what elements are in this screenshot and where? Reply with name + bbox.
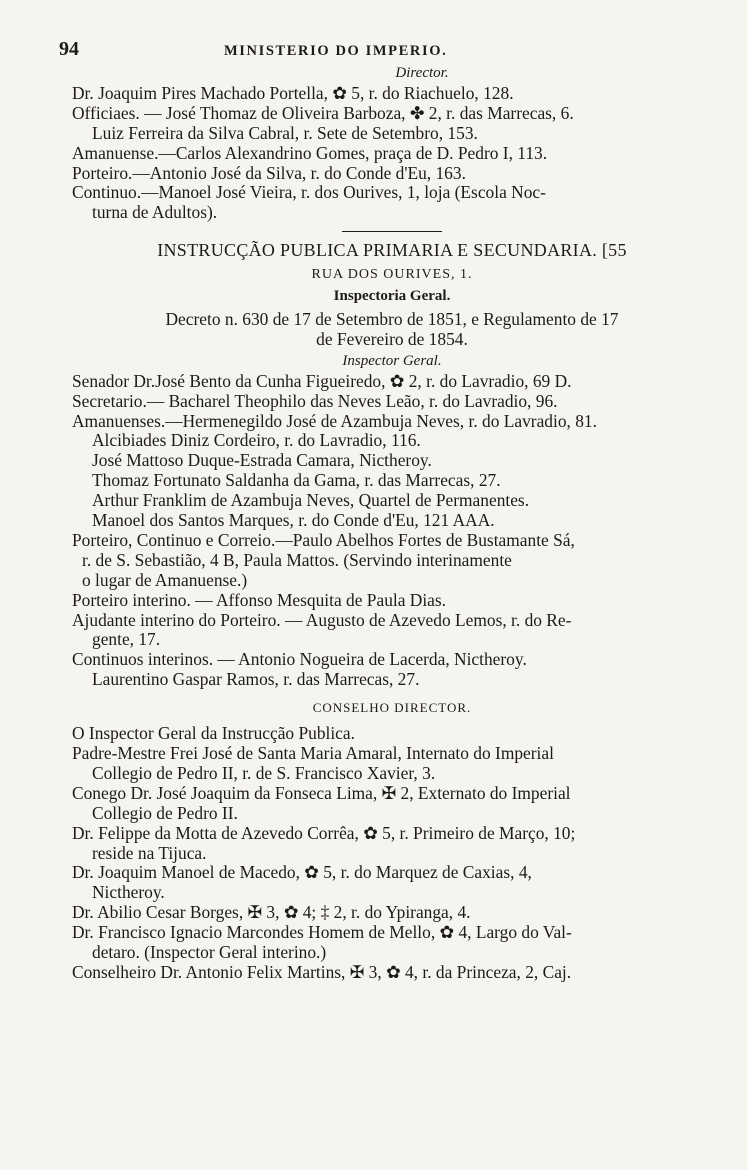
entry-secretario: Secretario.— Bacharel Theophilo das Neves Leão, r. do Lavradio, 96. <box>72 390 558 411</box>
entry-conego-continued: Collegio de Pedro II. <box>92 802 238 823</box>
entry-porteiro-interino: Porteiro interino. — Affonso Mesquita de Paula Dias. <box>72 589 447 610</box>
inspector-heading: Inspector Geral. <box>342 352 442 369</box>
entry-porteiro-continuo-correio: Porteiro, Continuo e Correio.—Paulo Abelhos Fortes de Bustamante Sá, <box>72 529 575 550</box>
entry-officiaes-continued: Luiz Ferreira da Silva Cabral, r. Sete de Setembro, 153. <box>92 122 478 143</box>
running-title: MINISTERIO DO IMPERIO. <box>224 43 448 59</box>
page-number: 94 <box>59 38 79 60</box>
entry-porteiro-continued-1: r. de S. Sebastião, 4 B, Paula Mattos. (Servindo interinamente <box>82 549 512 570</box>
entry-continuo-continued: turna de Adultos). <box>92 202 218 223</box>
conselho-heading: CONSELHO DIRECTOR. <box>312 700 472 716</box>
entry-francisco-continued: detaro. (Inspector Geral interino.) <box>92 942 327 963</box>
entry-amanuense-manoel: Manoel dos Santos Marques, r. do Conde d'Eu, 121 AAA. <box>92 510 495 531</box>
entry-director: Dr. Joaquim Pires Machado Portella, ✿ 5, r. do Riachuelo, 128. <box>72 82 514 103</box>
entry-inspector-geral: O Inspector Geral da Instrucção Publica. <box>72 723 355 744</box>
entry-senador: Senador Dr.José Bento da Cunha Figueiredo, ✿ 2, r. do Lavradio, 69 D. <box>72 370 572 391</box>
section-title-instruccao: INSTRUCÇÃO PUBLICA PRIMARIA E SECUNDARIA. [55 <box>157 240 627 261</box>
entry-amanuense-arthur: Arthur Franklim de Azambuja Neves, Quartel de Permanentes. <box>92 490 530 511</box>
director-heading: Director. <box>395 65 449 81</box>
divider-rule <box>342 231 442 232</box>
entry-conselheiro: Conselheiro Dr. Antonio Felix Martins, ✠ 3, ✿ 4, r. da Princeza, 2, Caj. <box>72 961 572 982</box>
entry-amanuense: Amanuense.—Carlos Alexandrino Gomes, praça de D. Pedro I, 113. <box>72 142 548 163</box>
entry-ajudante-interino: Ajudante interino do Porteiro. — Augusto de Azevedo Lemos, r. do Re- <box>72 609 572 630</box>
entry-amanuenses: Amanuenses.—Hermenegildo José de Azambuja Neves, r. do Lavradio, 81. <box>72 410 597 431</box>
entry-francisco: Dr. Francisco Ignacio Marcondes Homem de Mello, ✿ 4, Largo do Val- <box>72 922 572 943</box>
entry-continuos-interinos: Continuos interinos. — Antonio Nogueira de Lacerda, Nictheroy. <box>72 649 527 670</box>
decree-line-2: de Fevereiro de 1854. <box>316 328 468 349</box>
entry-padre-mestre: Padre-Mestre Frei José de Santa Maria Amaral, Internato do Imperial <box>72 743 554 763</box>
entry-porteiro-continued-2: o lugar de Amanuense.) <box>82 569 248 590</box>
entry-conego: Conego Dr. José Joaquim da Fonseca Lima, ✠ 2, Externato do Imperial <box>72 782 571 803</box>
entry-felippe: Dr. Felippe da Motta de Azevedo Corrêa, ✿ 5, r. Primeiro de Março, 10; <box>72 822 576 843</box>
entry-porteiro: Porteiro.—Antonio José da Silva, r. do Conde d'Eu, 163. <box>72 162 466 183</box>
entry-felippe-continued: reside na Tijuca. <box>92 842 207 863</box>
entry-continuo: Continuo.—Manoel José Vieira, r. dos Ourives, 1, loja (Escola Noc- <box>72 182 546 203</box>
entry-joaquim-manoel-continued: Nictheroy. <box>92 882 165 903</box>
entry-amanuense-mattoso: José Mattoso Duque-Estrada Camara, Nictheroy. <box>92 450 432 471</box>
inspectoria-heading: Inspectoria Geral. <box>333 288 451 305</box>
entry-officiaes: Officiaes. — José Thomaz de Oliveira Barboza, ✤ 2, r. das Marrecas, 6. <box>72 102 574 123</box>
entry-continuo-laurentino: Laurentino Gaspar Ramos, r. das Marrecas, 27. <box>92 669 420 690</box>
document-page <box>59 38 712 983</box>
entry-abilio: Dr. Abilio Cesar Borges, ✠ 3, ✿ 4; ‡ 2, r. do Ypiranga, 4. <box>72 902 471 923</box>
page-header <box>59 38 712 64</box>
entry-joaquim-manoel: Dr. Joaquim Manoel de Macedo, ✿ 5, r. do Marquez de Caxias, 4, <box>72 862 532 883</box>
section-address: RUA DOS OURIVES, 1. <box>311 267 473 283</box>
entry-amanuense-thomaz: Thomaz Fortunato Saldanha da Gama, r. das Marrecas, 27. <box>92 470 501 491</box>
entry-padre-mestre-continued: Collegio de Pedro II, r. de S. Francisco Xavier, 3. <box>92 762 436 783</box>
entry-ajudante-continued: gente, 17. <box>92 629 161 650</box>
entry-amanuense-alcibiades: Alcibiades Diniz Cordeiro, r. do Lavradio, 116. <box>92 430 421 451</box>
decree-line-1: Decreto n. 630 de 17 de Setembro de 1851, e Regulamento de 17 <box>165 308 619 329</box>
